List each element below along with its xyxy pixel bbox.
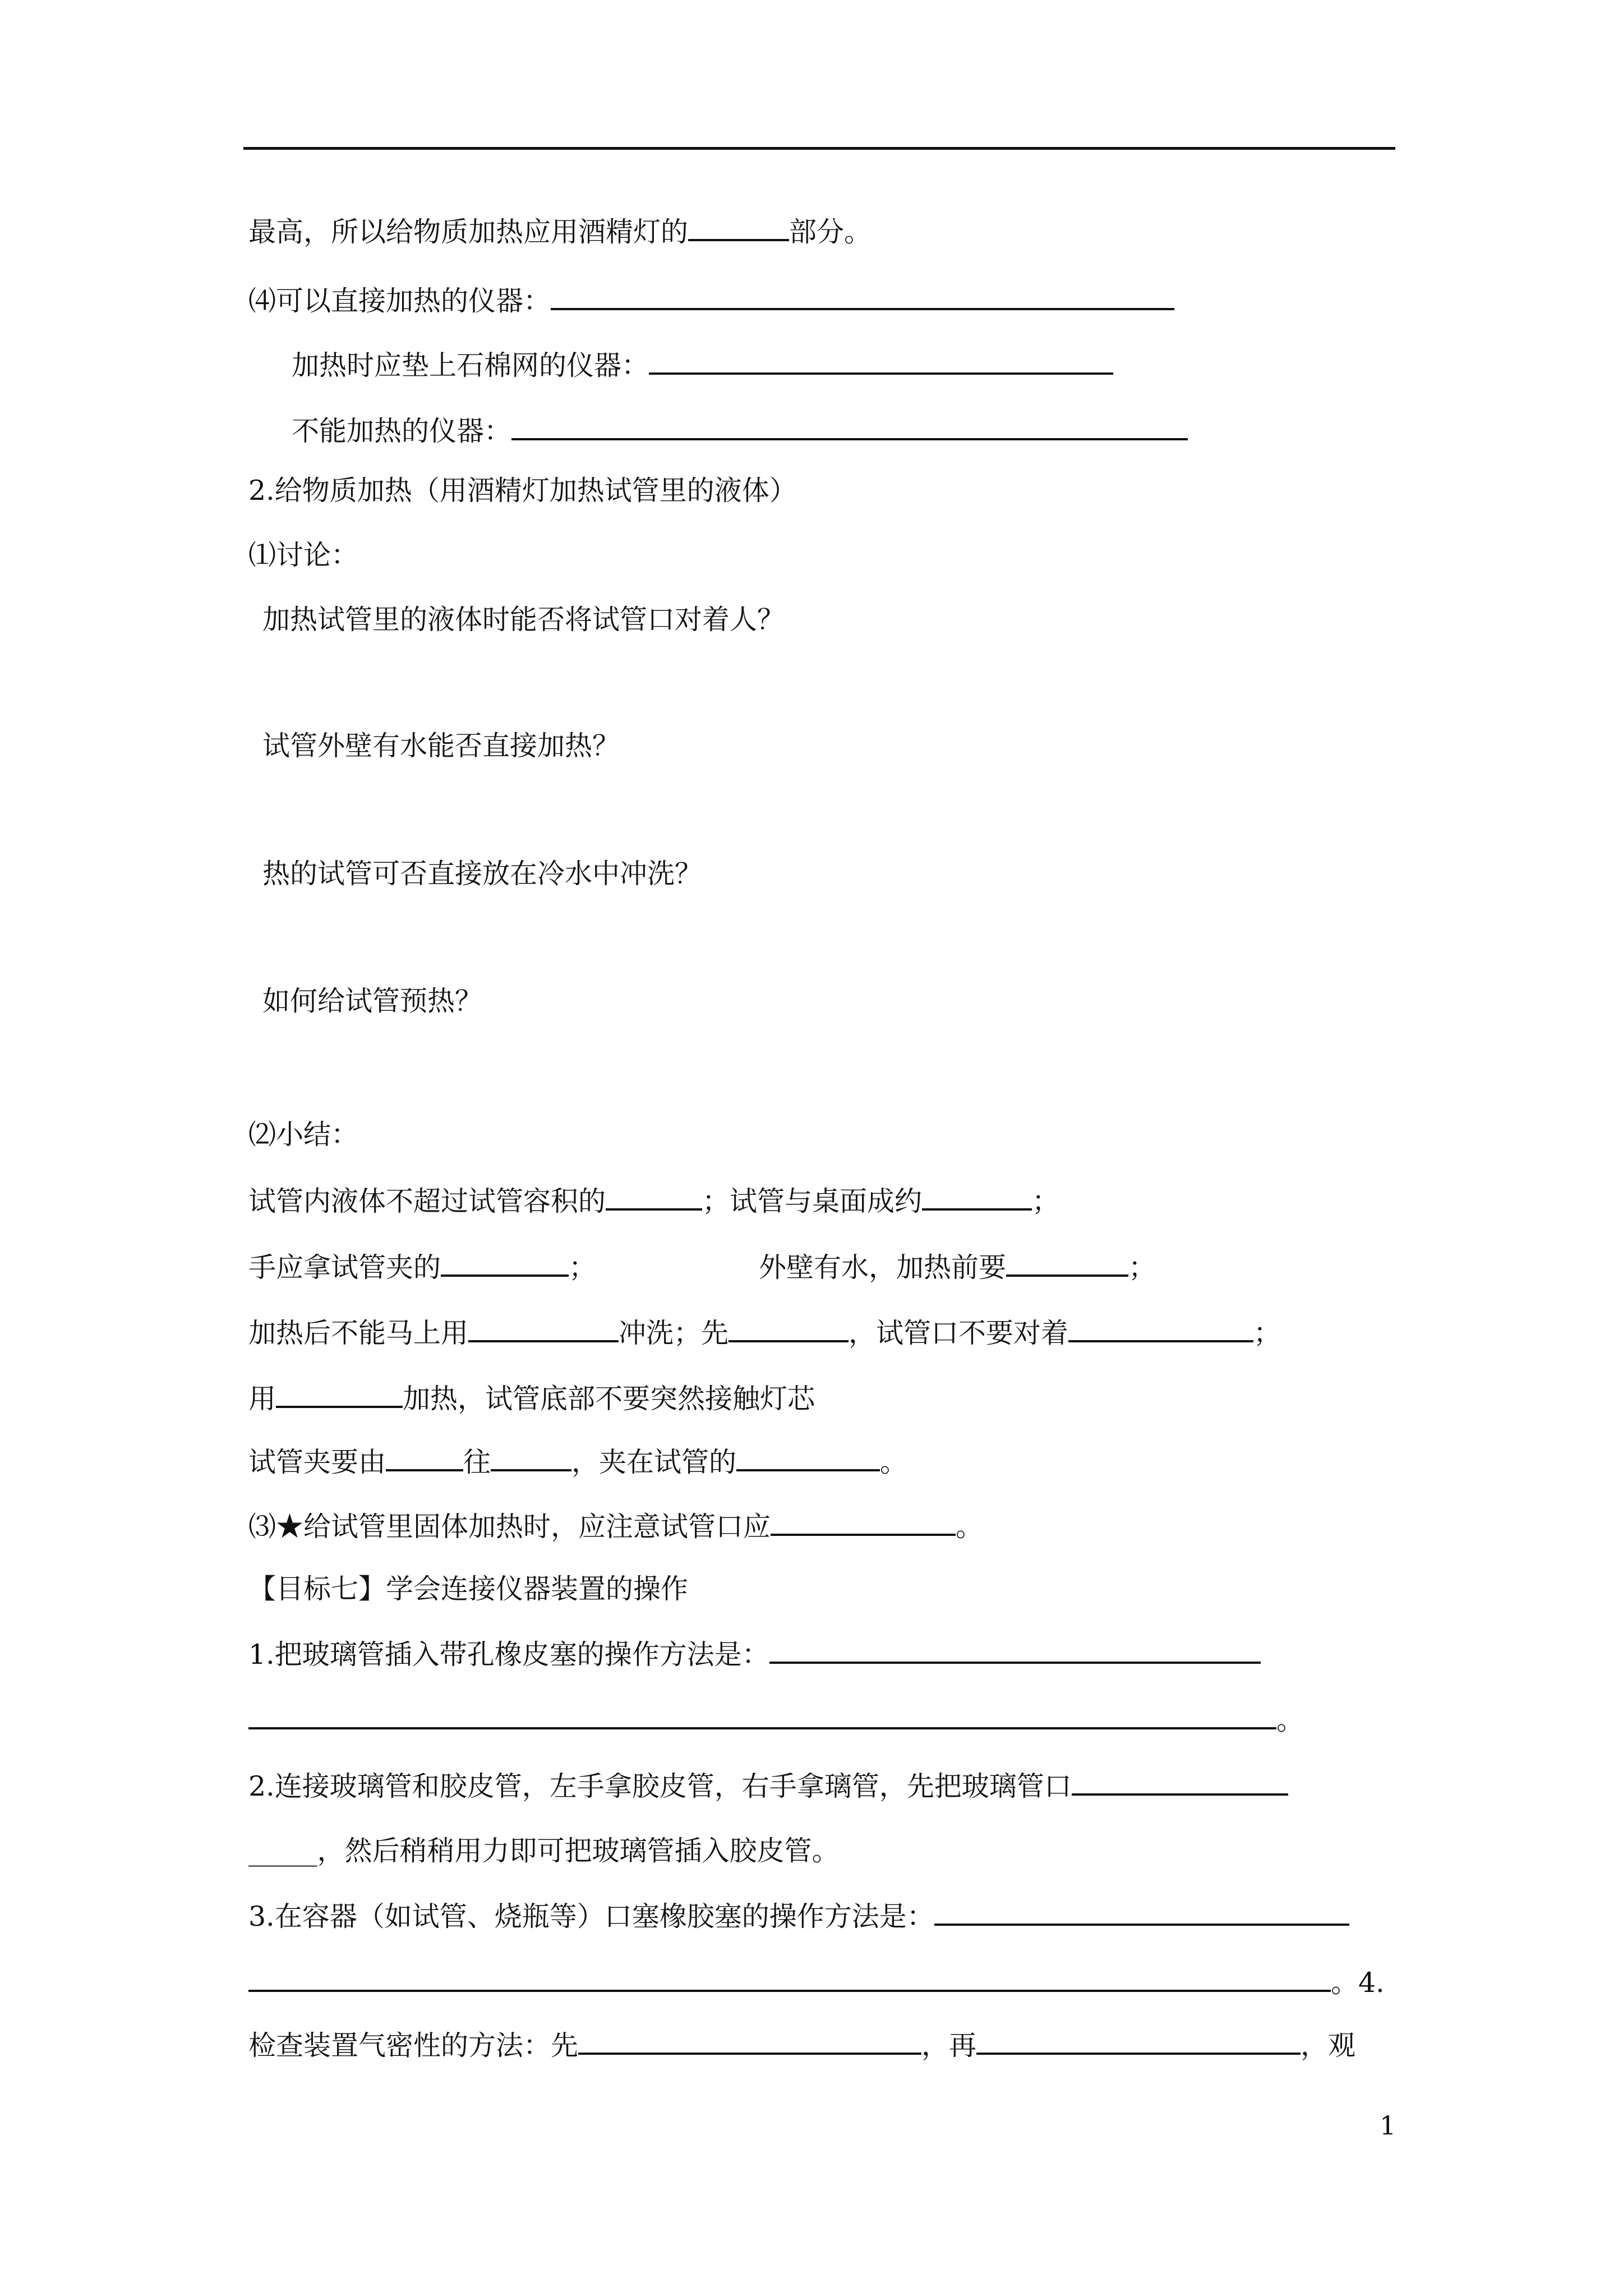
text-segment: ，再 bbox=[921, 2030, 977, 2062]
fill-blank[interactable] bbox=[491, 1444, 571, 1471]
fill-blank[interactable] bbox=[468, 1315, 619, 1342]
text-segment: 热的试管可否直接放在冷水中冲洗？ bbox=[262, 858, 703, 890]
text-segment: 最高，所以给物质加热应用酒精灯的 bbox=[248, 216, 689, 248]
fill-blank[interactable] bbox=[934, 1899, 1349, 1926]
fill-blank[interactable] bbox=[649, 348, 1113, 375]
text-segment: ⑵小结： bbox=[248, 1119, 359, 1151]
task-line bbox=[248, 1899, 1349, 1934]
text-line bbox=[248, 214, 872, 249]
fill-blank[interactable] bbox=[511, 413, 1188, 440]
fill-blank[interactable] bbox=[248, 1965, 1331, 1992]
text-segment: 加热试管里的液体时能否将试管口对着人？ bbox=[262, 604, 785, 636]
text-segment: 。 bbox=[956, 1511, 984, 1543]
text-segment: 。 bbox=[1276, 1704, 1304, 1736]
section-heading bbox=[248, 474, 797, 508]
fill-blank[interactable] bbox=[688, 214, 789, 241]
fill-blank[interactable] bbox=[606, 1184, 702, 1211]
summary-line bbox=[248, 1381, 815, 1416]
text-segment: 。4. bbox=[1331, 1967, 1385, 1999]
text-segment: ； bbox=[1253, 1317, 1281, 1349]
text-line bbox=[248, 283, 1174, 318]
page-number: 1 bbox=[1380, 2110, 1396, 2141]
fill-blank[interactable] bbox=[441, 1250, 569, 1277]
text-segment: 检查装置气密性的方法：先 bbox=[248, 2030, 579, 2062]
text-segment: ⑷可以直接加热的仪器： bbox=[248, 285, 551, 317]
summary-line bbox=[248, 1250, 1156, 1285]
question bbox=[262, 984, 482, 1018]
fill-blank[interactable] bbox=[276, 1381, 403, 1408]
text-segment: ⑴讨论： bbox=[248, 539, 359, 571]
fill-blank[interactable] bbox=[769, 1637, 1261, 1664]
fill-blank[interactable] bbox=[578, 2028, 921, 2055]
text-line bbox=[292, 413, 1188, 448]
fill-blank[interactable] bbox=[1072, 1769, 1288, 1796]
text-segment: 往 bbox=[463, 1446, 491, 1478]
fill-blank[interactable] bbox=[976, 2028, 1301, 2055]
text-segment: ；试管与桌面成约 bbox=[702, 1185, 923, 1217]
question bbox=[262, 729, 620, 763]
text-line bbox=[248, 1118, 358, 1152]
text-segment: 加热，试管底部不要突然接触灯芯 bbox=[403, 1383, 815, 1415]
text-segment: 试管外壁有水能否直接加热？ bbox=[262, 730, 620, 762]
fill-blank[interactable] bbox=[1006, 1250, 1128, 1277]
fill-blank[interactable] bbox=[728, 1315, 849, 1342]
fill-blank[interactable] bbox=[1068, 1315, 1253, 1342]
text-segment: 外壁有水，加热前要 bbox=[759, 1251, 1007, 1283]
text-segment: 加热时应垫上石棉网的仪器： bbox=[292, 349, 649, 381]
task-line bbox=[248, 1703, 1304, 1737]
text-segment: 3.在容器（如试管、烧瓶等）口塞橡胶塞的操作方法是： bbox=[248, 1901, 934, 1932]
text-segment: 不能加热的仪器： bbox=[292, 415, 512, 447]
section-heading bbox=[248, 1572, 688, 1606]
text-segment: 用 bbox=[248, 1383, 276, 1415]
text-segment: 试管内液体不超过试管容积的 bbox=[248, 1185, 606, 1217]
task-line bbox=[248, 1834, 840, 1868]
text-line bbox=[292, 348, 1113, 383]
text-segment: 。 bbox=[880, 1446, 908, 1478]
text-segment: 试管夹要由 bbox=[248, 1446, 386, 1478]
text-segment: 1.把玻璃管插入带孔橡皮塞的操作方法是： bbox=[248, 1639, 769, 1671]
task-line bbox=[248, 1965, 1385, 2000]
fill-blank[interactable] bbox=[386, 1444, 463, 1471]
fill-blank[interactable] bbox=[922, 1184, 1032, 1211]
task-line bbox=[248, 1769, 1288, 1803]
fill-blank[interactable] bbox=[248, 1703, 1276, 1729]
text-segment: ，观 bbox=[1301, 2030, 1356, 2062]
summary-line bbox=[248, 1315, 1281, 1350]
question bbox=[262, 603, 785, 637]
header-rule bbox=[243, 147, 1395, 150]
text-segment: 【目标七】学会连接仪器装置的操作 bbox=[248, 1573, 689, 1605]
fill-blank[interactable] bbox=[771, 1509, 956, 1536]
text-segment: ，夹在试管的 bbox=[571, 1446, 737, 1478]
text-segment: 手应拿试管夹的 bbox=[248, 1251, 441, 1283]
question bbox=[262, 857, 702, 891]
summary-line bbox=[248, 1184, 1059, 1218]
task-line bbox=[248, 2028, 1355, 2063]
text-line bbox=[248, 539, 358, 572]
text-segment: ； bbox=[569, 1251, 597, 1283]
summary-line bbox=[248, 1444, 907, 1479]
text-segment: ； bbox=[1032, 1185, 1060, 1217]
text-segment: _____，然后稍稍用力即可把玻璃管插入胶皮管。 bbox=[248, 1835, 840, 1867]
text-segment: ，试管口不要对着 bbox=[849, 1317, 1069, 1349]
text-segment: 部分。 bbox=[789, 216, 872, 248]
text-segment: 冲洗；先 bbox=[619, 1317, 729, 1349]
text-line bbox=[248, 1509, 983, 1544]
task-line bbox=[248, 1637, 1261, 1672]
text-segment: 2.连接玻璃管和胶皮管，左手拿胶皮管，右手拿璃管，先把玻璃管口 bbox=[248, 1770, 1072, 1802]
text-segment: ； bbox=[1128, 1251, 1156, 1283]
fill-blank[interactable] bbox=[736, 1444, 880, 1471]
text-segment: 加热后不能马上用 bbox=[248, 1317, 469, 1349]
text-segment: 如何给试管预热？ bbox=[262, 985, 483, 1017]
text-segment: ⑶★给试管里固体加热时，应注意试管口应 bbox=[248, 1511, 771, 1543]
fill-blank[interactable] bbox=[551, 283, 1174, 310]
text-segment: 2.给物质加热（用酒精灯加热试管里的液体） bbox=[248, 475, 797, 507]
